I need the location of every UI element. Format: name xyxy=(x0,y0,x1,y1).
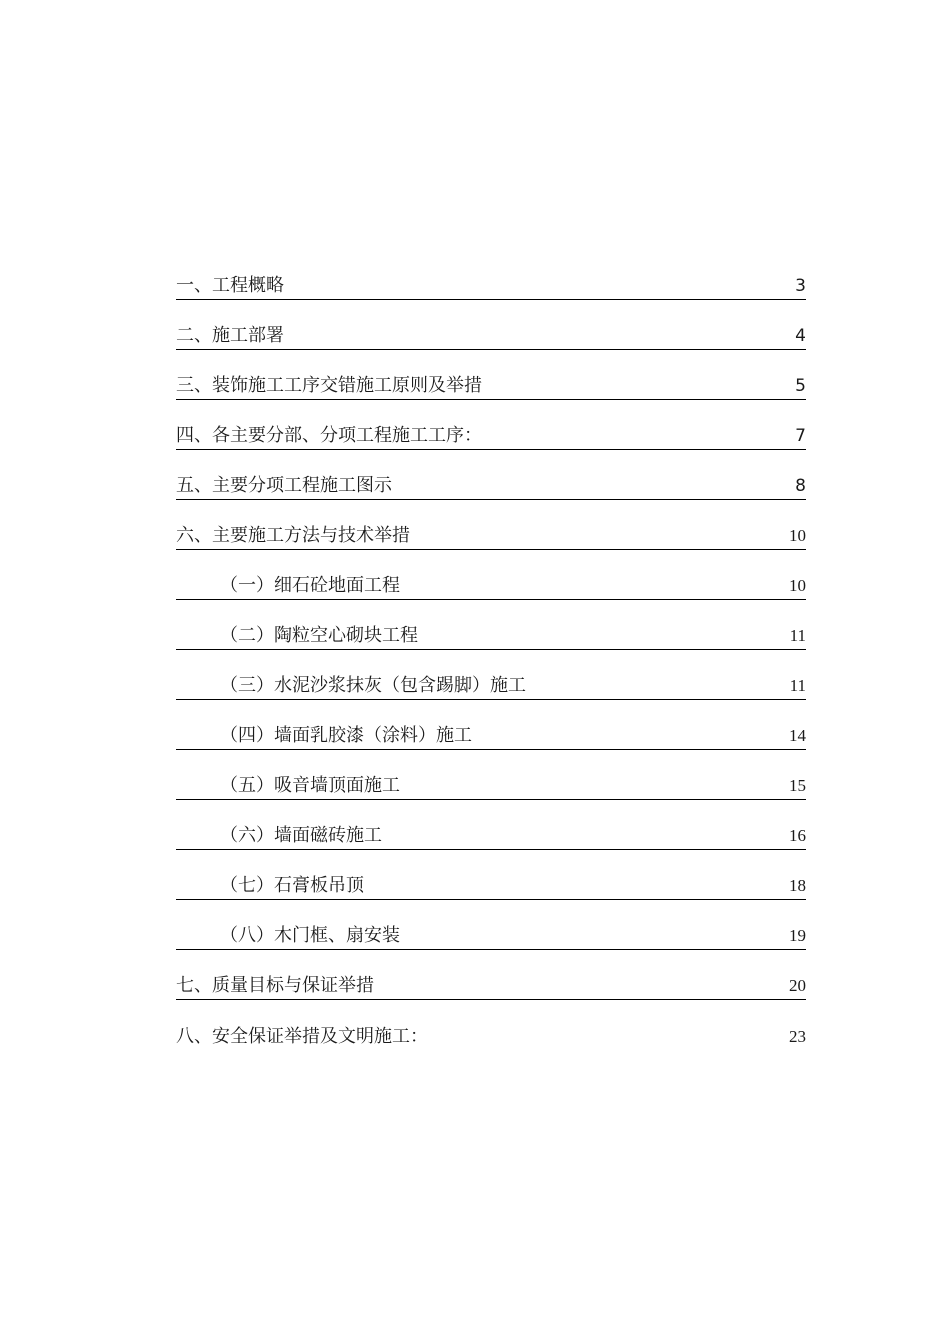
toc-entry-title: （四）墙面乳胶漆（涂料）施工 xyxy=(220,725,472,746)
toc-entry[interactable] xyxy=(176,522,806,550)
toc-subentry[interactable] xyxy=(176,572,806,600)
toc-entry-page: 20 xyxy=(789,976,806,995)
toc-entry-title: 二、施工部署 xyxy=(176,325,284,346)
toc-entry[interactable] xyxy=(176,472,806,500)
toc-entry-title: （五）吸音墙顶面施工 xyxy=(220,775,400,796)
toc-entry-page: 15 xyxy=(789,776,806,795)
toc-entry-page: 4 xyxy=(795,326,806,346)
toc-subentry[interactable] xyxy=(176,722,806,750)
toc-entry[interactable] xyxy=(176,372,806,400)
toc-entry-title: 八、安全保证举措及文明施工： xyxy=(176,1026,428,1047)
toc-entry-title: 六、主要施工方法与技术举措 xyxy=(176,525,410,546)
toc-entry-page: 16 xyxy=(789,826,806,845)
toc-entry[interactable] xyxy=(176,422,806,450)
toc-entry[interactable] xyxy=(176,1022,806,1050)
toc-entry-title: （二）陶粒空心砌块工程 xyxy=(220,625,418,646)
toc-entry-title: （一）细石砼地面工程 xyxy=(220,575,400,596)
toc-entry-title: 一、工程概略 xyxy=(176,275,284,296)
toc-entry-page: 14 xyxy=(789,726,806,745)
toc-entry-page: 10 xyxy=(789,576,806,595)
toc-entry-page: 11 xyxy=(789,626,806,645)
toc-entry-title: （六）墙面磁砖施工 xyxy=(220,825,382,846)
toc-entry-page: 3 xyxy=(795,276,806,296)
toc-subentry[interactable] xyxy=(176,822,806,850)
toc-subentry[interactable] xyxy=(176,622,806,650)
toc-entry-title: （八）木门框、扇安装 xyxy=(220,925,400,946)
toc-entry[interactable] xyxy=(176,272,806,300)
toc-entry-page: 19 xyxy=(789,926,806,945)
toc-entry[interactable] xyxy=(176,972,806,1000)
toc-subentry[interactable] xyxy=(176,872,806,900)
toc-entry-title: 七、质量目标与保证举措 xyxy=(176,975,374,996)
toc-entry[interactable] xyxy=(176,322,806,350)
toc-entry-page: 10 xyxy=(789,526,806,545)
toc-entry-title: （七）石膏板吊顶 xyxy=(220,875,364,896)
toc-entry-title: 三、装饰施工工序交错施工原则及举措 xyxy=(176,375,482,396)
toc-entry-page: 18 xyxy=(789,876,806,895)
toc-subentry[interactable] xyxy=(176,772,806,800)
toc-entry-page: 5 xyxy=(795,376,806,396)
toc-entry-page: 23 xyxy=(789,1027,806,1046)
toc-entry-title: （三）水泥沙浆抹灰（包含踢脚）施工 xyxy=(220,675,526,696)
table-of-contents xyxy=(176,0,806,1344)
toc-entry-page: 7 xyxy=(795,426,806,446)
toc-entry-page: 8 xyxy=(795,476,806,496)
toc-subentry[interactable] xyxy=(176,672,806,700)
toc-entry-title: 四、各主要分部、分项工程施工工序： xyxy=(176,425,482,446)
toc-subentry[interactable] xyxy=(176,922,806,950)
toc-entry-title: 五、主要分项工程施工图示 xyxy=(176,475,392,496)
toc-entry-page: 11 xyxy=(789,676,806,695)
